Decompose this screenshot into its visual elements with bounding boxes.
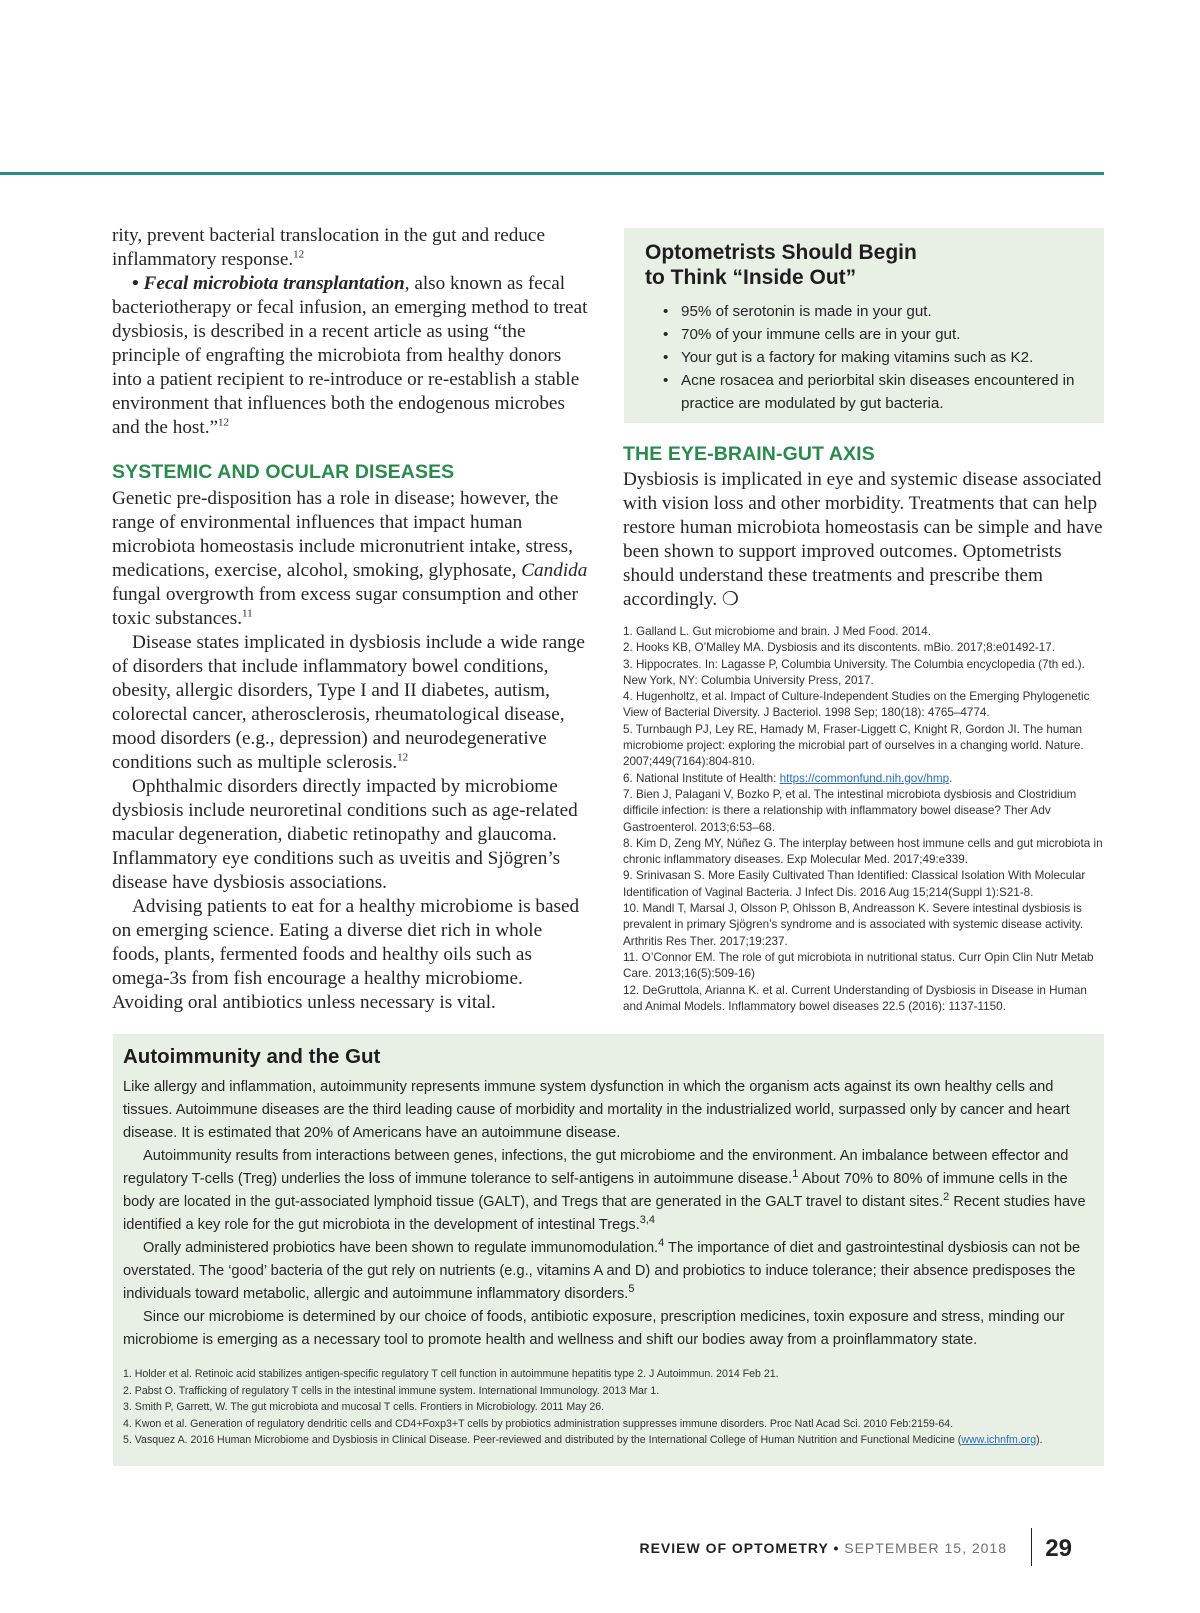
citation: 12 bbox=[218, 416, 230, 429]
citation: 12 bbox=[293, 248, 305, 261]
right-column bbox=[623, 442, 1105, 1015]
citation: 12 bbox=[397, 751, 409, 764]
paragraph: Genetic pre-disposition has a role in disease; however, the range of environmental influences that impact human microbiota homeostasis include micronutrient intake, stress, medications, exercise, alcohol, smoking, glyphosate, Candida fungal overgrowth from excess sugar consumption and other toxic substances.$^{11}$ bbox=[112, 488, 588, 629]
page-footer bbox=[640, 1534, 1080, 1564]
reference-item: 8. Kim D, Zeng MY, Núñez G. The interplay between host immune cells and gut microbiota in chronic inflammatory diseases. Exp Molecular Med. 2017;49:e339. bbox=[623, 836, 1103, 867]
reference-item: 1. Holder et al. Retinoic acid stabilizes antigen-specific regulatory T cell function in autoimmune hepatitis type 2. J Autoimmun. 2014 Feb 21. bbox=[123, 1368, 779, 1380]
autoimmunity-box bbox=[113, 1034, 1104, 1466]
box-title: Autoimmunity and the Gut bbox=[123, 1045, 381, 1068]
reference-item: 9. Srinivasan S. More Easily Cultivated Than Identified: Classical Isolation With Molecular Identification of Vaginal Bacteria. J Infect Dis. 2016 Aug 15;214(Suppl 1):S21-8. bbox=[623, 869, 1086, 899]
sidebar-title: Optometrists Should Begin to Think “Inside Out” bbox=[645, 241, 917, 289]
reference-item: 4. Kwon et al. Generation of regulatory dendritic cells and CD4+Foxp3+T cells by probiotics administration suppresses immune disorders. Proc Natl Acad Sci. 2010 Feb:2159-64. bbox=[123, 1417, 954, 1430]
list-item: • Your gut is a factory for making vitamins such as K2. bbox=[663, 346, 1084, 369]
reference-item: 2. Hooks KB, O’Malley MA. Dysbiosis and its discontents. mBio. 2017;8:e01492-17. bbox=[623, 641, 1055, 655]
reference-item: 2. Pabst O. Trafficking of regulatory T cells in the intestinal immune system. International Immunology. 2013 Mar 1. bbox=[123, 1384, 660, 1397]
list-item: • 70% of your immune cells are in your gut. bbox=[663, 323, 1084, 346]
paragraph: Orally administered probiotics have been shown to regulate immunomodulation.$^4$ The importance of diet and gastrointestinal dysbiosis can not be overstated. The ‘good’ bacteria of the gut rely on nutrients (e.g., vitamins A and D) and probiotics to induce tolerance; their absence predisposes the individuals toward metabolic, allergic and autoimmune inflammatory disorders.$^5$ bbox=[123, 1237, 1081, 1302]
reference-list bbox=[623, 624, 1105, 1015]
paragraph: Since our microbiome is determined by our choice of foods, antibiotic exposure, prescription medicines, toxin exposure and stress, minding our microbiome is emerging as a necessary tool to promote health and wellness and shift our bodies away from a proinflammatory state. bbox=[123, 1309, 1065, 1348]
reference-item: 1. Galland L. Gut microbiome and brain. J Med Food. 2014. bbox=[623, 625, 931, 638]
citation: 3,4 bbox=[639, 1214, 656, 1227]
citation: 4 bbox=[658, 1237, 665, 1250]
reference-item: 12. DeGruttola, Arianna K. et al. Current Understanding of Dysbiosis in Disease in Human and Animal Models. Inflammatory bowel diseases 22.5 (2016): 1137-1150. bbox=[623, 983, 1087, 1013]
reference-item: 10. Mandl T, Marsal J, Olsson P, Ohlsson B, Andreasson K. Severe intestinal dysbiosis is prevalent in primary Sjögren’s syndrome and is associated with systemic disease activity. Arthritis Res Ther. 2017;19:237. bbox=[623, 902, 1084, 948]
paragraph: Advising patients to eat for a healthy microbiome is based on emerging science. Eating a diverse diet rich in whole foods, plants, fermented foods and healthy oils such as omega-3s from fish encourage a healthy microbiome. Avoiding oral antibiotics unless necessary is vital. bbox=[112, 896, 580, 1013]
section-heading: THE EYE-BRAIN-GUT AXIS bbox=[623, 443, 875, 465]
reference-item: 11. O’Connor EM. The role of gut microbiota in nutritional status. Curr Opin Clin Nutr Metab Care. 2013;16(5):509-16) bbox=[623, 950, 1094, 981]
reference-link[interactable]: www.ichnfm.org bbox=[961, 1434, 1037, 1446]
footer-divider bbox=[1031, 1528, 1033, 1566]
reference-link[interactable]: https://commonfund.nih.gov/hmp bbox=[779, 771, 950, 785]
top-rule bbox=[0, 172, 1104, 175]
reference-list bbox=[123, 1366, 1092, 1449]
reference-item: 3. Hippocrates. In: Lagasse P, Columbia University. The Columbia encyclopedia (7th ed.). New York, NY: Columbia University Press, 2017. bbox=[623, 657, 1085, 687]
bullet-mark: • bbox=[132, 273, 144, 294]
reference-item: 5. Vasquez A. 2016 Human Microbiome and Dysbiosis in Clinical Disease. Peer-reviewed and distributed by the International College of Human Nutrition and Functional Medicine (www.ichnfm.org). bbox=[123, 1434, 1043, 1446]
paragraph: Disease states implicated in dysbiosis include a wide range of disorders that include inflammatory bowel conditions, obesity, allergic disorders, Type I and II diabetes, autism, colorectal cancer, atherosclerosis, rheumatological disease, mood disorders (e.g., depression) and neurodegenerative conditions such as multiple sclerosis.$^{12}$ bbox=[112, 632, 585, 773]
box-body bbox=[123, 1076, 1092, 1352]
magazine-name: REVIEW OF OPTOMETRY bbox=[639, 1540, 829, 1556]
list-item: • Acne rosacea and periorbital skin diseases encountered in practice are modulated by gut bacteria. bbox=[663, 369, 1084, 415]
sidebar-bullet-list bbox=[645, 300, 1084, 415]
reference-item: 3. Smith P, Garrett, W. The gut microbiota and mucosal T cells. Frontiers in Microbiology. 2011 May 26. bbox=[123, 1401, 605, 1413]
reference-item: 5. Turnbaugh PJ, Ley RE, Hamady M, Fraser-Liggett C, Knight R, Gordon JI. The human microbiome project: exploring the microbial part of ourselves in a changing world. Nature. 2007;449(7164):804-810. bbox=[623, 722, 1084, 769]
citation: 11 bbox=[242, 607, 253, 620]
paragraph: • Fecal microbiota transplantation, also known as fecal bacteriotherapy or fecal infusion, an emerging method to treat dysbiosis, is described in a recent article as using “the principle of engrafting the microbiota from healthy donors into a patient recipient to re-introduce or re-establish a stable environment that influences both the endogenous microbes and the host.”$^{12}$ bbox=[112, 273, 588, 438]
page-number: 29 bbox=[1045, 1535, 1072, 1562]
paragraph: Like allergy and inflammation, autoimmunity represents immune system dysfunction in which the organism acts against its own healthy cells and tissues. Autoimmune diseases are the third leading cause of morbidity and mortality in the industrialized world, surpassed only by cancer and heart disease. It is estimated that 20% of Americans have an autoimmune disease. bbox=[123, 1079, 1070, 1141]
paragraph: rity, prevent bacterial translocation in the gut and reduce inflammatory response.$^{12}$ bbox=[112, 225, 545, 270]
emphasis-term: Candida bbox=[521, 560, 588, 581]
issue-date: SEPTEMBER 15, 2018 bbox=[844, 1540, 1007, 1556]
citation: 2 bbox=[943, 1191, 950, 1204]
sidebar-box bbox=[624, 228, 1104, 423]
citation: 1 bbox=[792, 1168, 799, 1181]
paragraph: Autoimmunity results from interactions between genes, infections, the gut microbiome and the environment. An imbalance between effector and regulatory T-cells (Treg) underlies the loss of immune tolerance to self-antigens in autoimmune disease.$^1$ About 70% to 80% of immune cells in the body are located in the gut-associated lymphoid tissue (GALT), and Tregs that are generated in the GALT travel to distant sites.$^2$ Recent studies have identified a key role for the gut microbiota in the development of intestinal Tregs.$^{3,4}$ bbox=[123, 1148, 1086, 1233]
list-item: • 95% of serotonin is made in your gut. bbox=[663, 300, 1084, 323]
section-heading: SYSTEMIC AND OCULAR DISEASES bbox=[112, 461, 455, 483]
reference-item: 7. Bien J, Palagani V, Bozko P, et al. The intestinal microbiota dysbiosis and Clostridium difficile infection: is there a relationship with inflammatory bowel disease? Ther Adv Gastroenterol. 2013;6:53–68. bbox=[623, 787, 1077, 834]
footer-credit: REVIEW OF OPTOMETRY • SEPTEMBER 15, 2018 bbox=[639, 1540, 1007, 1556]
reference-item: 6. National Institute of Health: https://commonfund.nih.gov/hmp. bbox=[623, 771, 953, 785]
paragraph: Dysbiosis is implicated in eye and systemic disease associated with vision loss and other morbidity. Treatments that can help restore human microbiota homeostasis can be simple and have been shown to support improved outcomes. Optometrists should understand these treatments and prescribe them accordingly. ❍ bbox=[623, 469, 1103, 610]
emphasis-term: Fecal microbiota transplantation bbox=[143, 273, 405, 294]
citation: 5 bbox=[628, 1283, 635, 1296]
left-column bbox=[112, 224, 590, 1015]
paragraph: Ophthalmic disorders directly impacted by microbiome dysbiosis include neuroretinal conditions such as age-related macular degeneration, diabetic retinopathy and glaucoma. Inflammatory eye conditions such as uveitis and Sjögren’s disease have dysbiosis associations. bbox=[112, 776, 578, 893]
reference-item: 4. Hugenholtz, et al. Impact of Culture-Independent Studies on the Emerging Phylogenetic View of Bacterial Diversity. J Bacteriol. 1998 Sep; 180(18): 4765–4774. bbox=[623, 690, 1090, 720]
